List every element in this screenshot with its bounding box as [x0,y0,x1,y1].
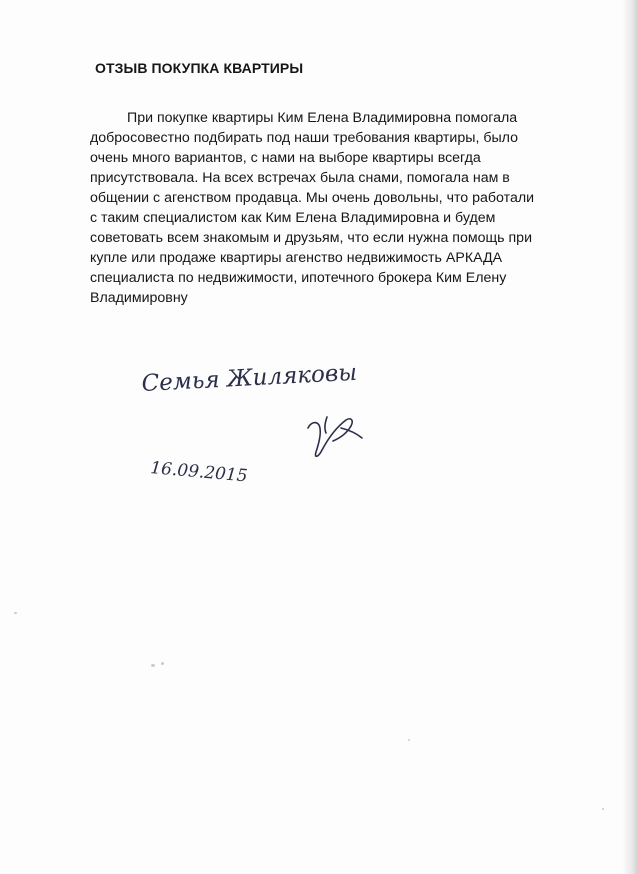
body-line: Владимировну [90,290,188,306]
body-line: советовать всем знакомым и друзьям, что если нужна помощь при [90,230,532,246]
scan-speck [408,739,410,741]
body-line: присутствовала. На всех встречах была снами, помогала нам в [90,170,510,186]
scan-speck [151,664,155,667]
body-line: с таким специалистом как Ким Елена Владимировна и будем [90,210,496,226]
scan-speck [14,612,17,614]
signature [308,417,362,456]
body-line: купле или продаже квартиры агенство недвижимость АРКАДА [90,250,503,266]
body-line: добросовестно подбирать под наши требования квартиры, было [90,130,518,146]
scan-speck [602,808,604,810]
document-title: ОТЗЫВ ПОКУПКА КВАРТИРЫ [95,60,304,76]
body-line: очень много вариантов, с нами на выборе квартиры всегда [90,150,481,166]
body-line: общении с агенством продавца. Мы очень довольны, что работали [90,190,535,206]
body-line: специалиста по недвижимости, ипотечного брокера Ким Елену [90,270,507,286]
scan-speck [161,662,164,665]
review-body [90,108,580,308]
body-line: При покупке квартиры Ким Елена Владимировна помогала [127,110,518,126]
handwritten-family-name: Семья Жиляковы [140,359,358,397]
scan-edge-shadow [622,0,638,874]
handwritten-date: 16.09.2015 [149,458,249,487]
